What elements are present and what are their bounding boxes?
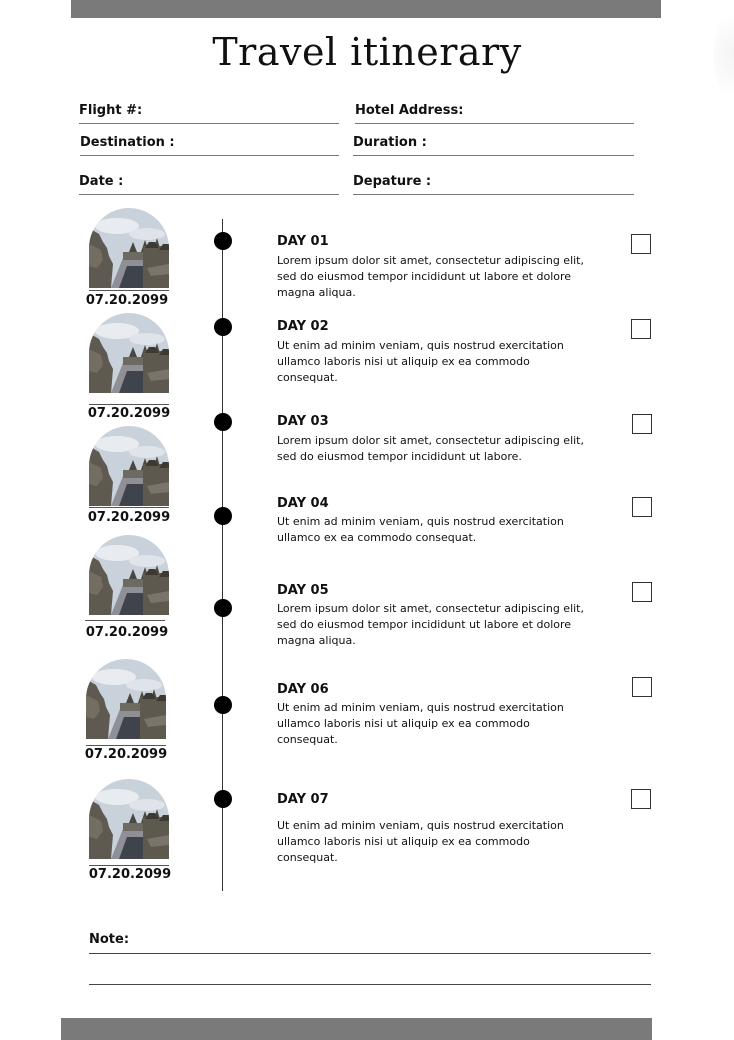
day-title: DAY 04 <box>277 496 329 511</box>
note-line[interactable] <box>89 984 651 985</box>
destination-photo <box>89 779 169 859</box>
day-description: Ut enim ad minim veniam, quis nostrud exercitation ullamco laboris nisi ut aliquip ex ea commodo consequat. <box>277 701 564 746</box>
photo-divider <box>89 507 169 508</box>
day-date: 07.20.2099 <box>85 625 169 640</box>
day-date: 07.20.2099 <box>88 867 172 882</box>
destination-field[interactable]: Destination : <box>80 134 339 156</box>
timeline-dot <box>214 599 232 617</box>
note-label: Note: <box>89 932 130 947</box>
bottom-banner-bar <box>61 1018 652 1040</box>
destination-photo <box>89 313 169 393</box>
day-description: Lorem ipsum dolor sit amet, consectetur adipiscing elit, sed do eiusmod tempor incididunt ut labore et dolore magna aliqua. <box>277 254 584 299</box>
day-checkbox[interactable] <box>632 582 652 602</box>
page-title: Travel itinerary <box>212 30 522 74</box>
day-checkbox[interactable] <box>631 789 651 809</box>
note-line[interactable] <box>89 953 651 954</box>
day-date: 07.20.2099 <box>87 406 171 421</box>
destination-photo <box>89 535 169 615</box>
day-description: Ut enim ad minim veniam, quis nostrud exercitation ullamco laboris nisi ut aliquip ex ea commodo consequat. <box>277 339 564 384</box>
day-title: DAY 05 <box>277 583 329 598</box>
photo-divider <box>89 404 169 405</box>
day-description: Lorem ipsum dolor sit amet, consectetur adipiscing elit, sed do eiusmod tempor incididunt ut labore et dolore magna aliqua. <box>277 602 584 647</box>
date-field[interactable]: Date : <box>79 173 339 195</box>
day-checkbox[interactable] <box>631 319 651 339</box>
timeline-dot <box>214 318 232 336</box>
day-checkbox[interactable] <box>631 234 651 254</box>
photo-divider <box>85 620 165 621</box>
photo-divider <box>86 745 166 746</box>
timeline-dot <box>214 696 232 714</box>
destination-photo <box>89 208 169 288</box>
timeline-dot <box>214 790 232 808</box>
timeline-dot <box>214 232 232 250</box>
day-checkbox[interactable] <box>632 497 652 517</box>
day-date: 07.20.2099 <box>85 293 169 308</box>
day-description: Ut enim ad minim veniam, quis nostrud exercitation ullamco laboris nisi ut aliquip ex ea commodo consequat. <box>277 819 564 864</box>
destination-photo <box>86 659 166 739</box>
day-date: 07.20.2099 <box>84 747 168 762</box>
day-checkbox[interactable] <box>632 414 652 434</box>
day-date: 07.20.2099 <box>87 510 171 525</box>
timeline-dot <box>214 413 232 431</box>
day-title: DAY 01 <box>277 234 329 249</box>
departure-field[interactable]: Depature : <box>353 173 634 195</box>
day-title: DAY 07 <box>277 792 329 807</box>
duration-field[interactable]: Duration : <box>353 134 634 156</box>
photo-divider <box>89 865 169 866</box>
day-title: DAY 02 <box>277 319 329 334</box>
hotel-address-field[interactable]: Hotel Address: <box>355 102 634 124</box>
day-title: DAY 03 <box>277 414 329 429</box>
day-description: Lorem ipsum dolor sit amet, consectetur adipiscing elit, sed do eiusmod tempor incididunt ut labore. <box>277 434 584 463</box>
day-description: Ut enim ad minim veniam, quis nostrud exercitation ullamco ex ea commodo consequat. <box>277 515 564 544</box>
timeline-dot <box>214 507 232 525</box>
flight-field[interactable]: Flight #: <box>79 102 339 124</box>
photo-divider <box>89 290 169 291</box>
destination-photo <box>89 426 169 506</box>
day-checkbox[interactable] <box>632 677 652 697</box>
day-title: DAY 06 <box>277 682 329 697</box>
top-banner-bar <box>71 0 661 18</box>
